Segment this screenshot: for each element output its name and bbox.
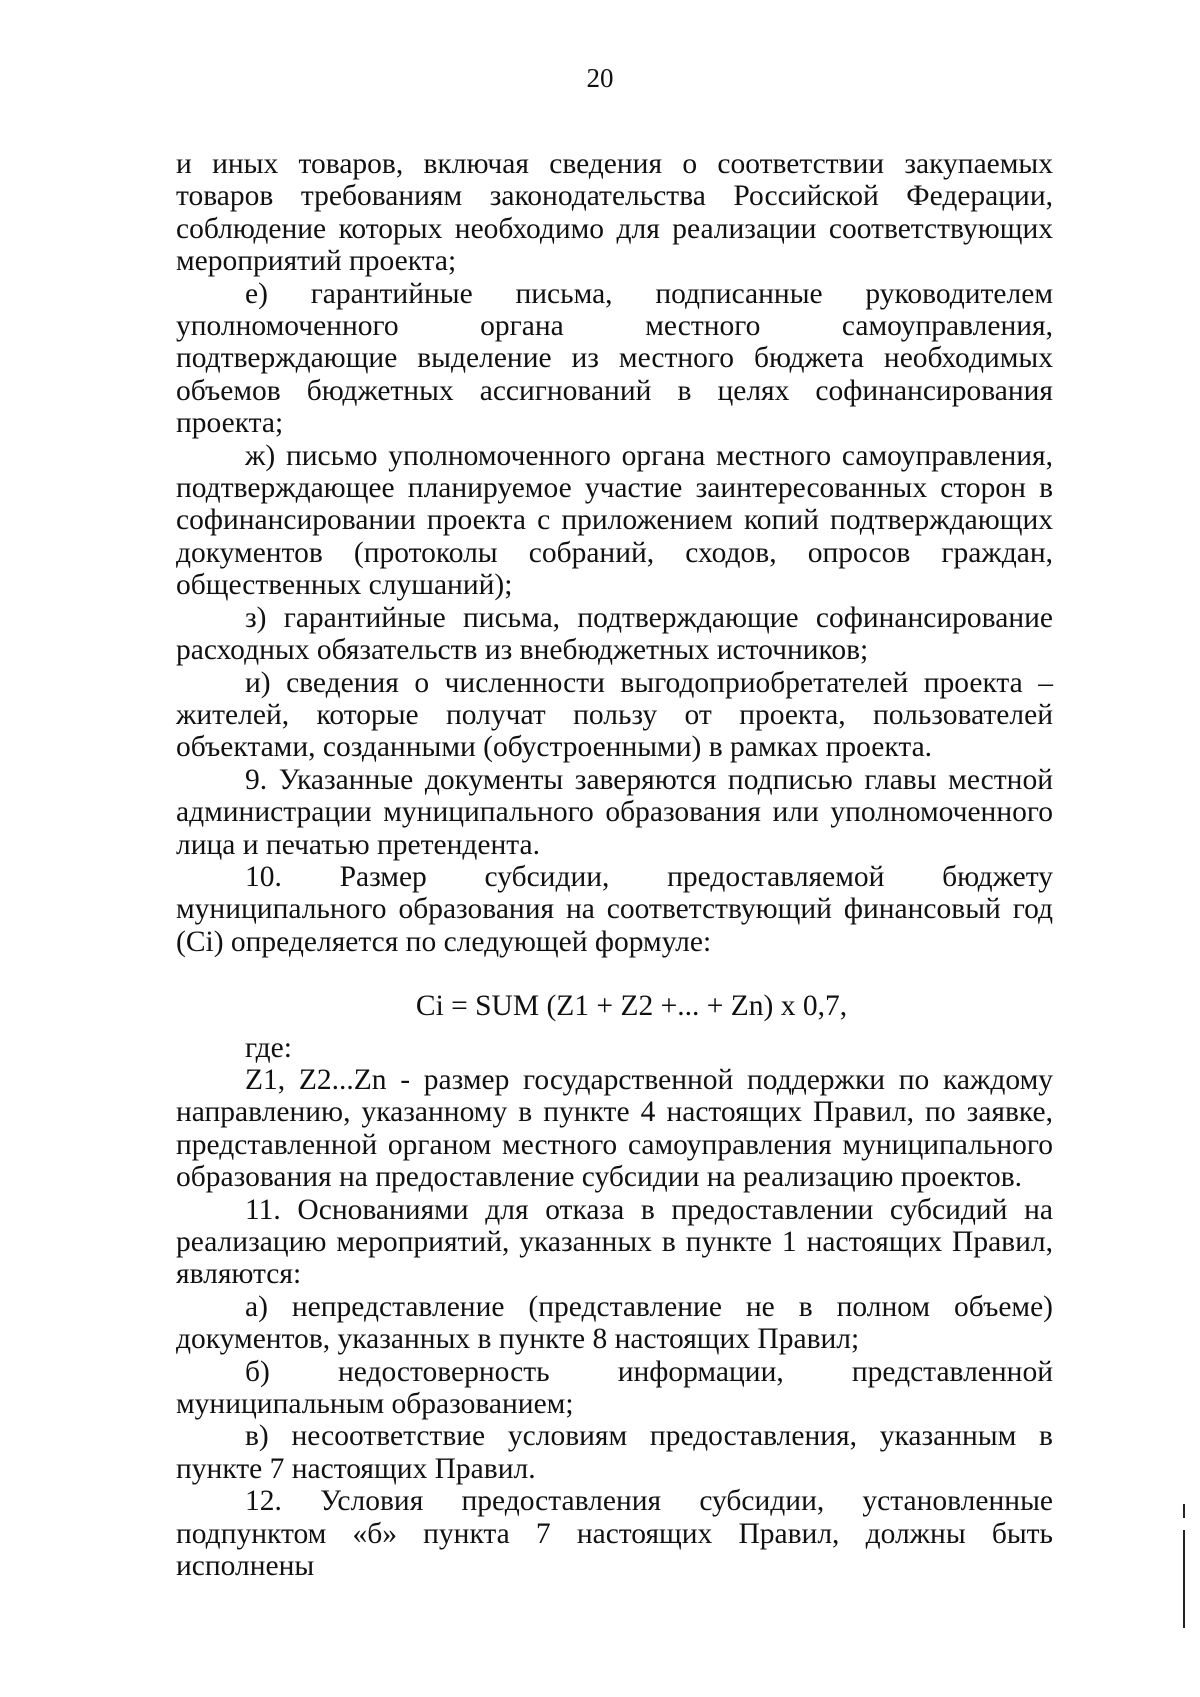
formula-variable-definition: Z1, Z2...Zn - размер государственной поддержки по каждому направлению, указанному в пункте 4 настоящих Правил, по заявке, представленной органом местного самоуправления муниципального образования на предоставление субсидии на реализацию проектов.	[176, 1063, 1053, 1194]
page-number: 20	[586, 63, 614, 93]
paragraph-12: 12. Условия предоставления субсидии, установленные подпунктом «б» пункта 7 настоящих Правил, должны быть исполнены	[176, 1485, 1053, 1583]
scan-edge-mark	[1183, 1504, 1185, 1518]
paragraph-item-b: б) недостоверность информации, представленной муниципальным образованием;	[176, 1355, 1053, 1421]
paragraph-item-zh: ж) письмо уполномоченного органа местного самоуправления, подтверждающее планируемое участие заинтересованных сторон в софинансировании проекта с приложением копий подтверждающих документов (протоколы собраний, сходов, опросов граждан, общественных слушаний);	[176, 439, 1053, 602]
formula-where-label: где:	[245, 1031, 292, 1064]
paragraph-continuation: и иных товаров, включая сведения о соответствии закупаемых товаров требованиям законодательства Российской Федерации, соблюдение которых необходимо для реализации соответствующих мероприятий проекта;	[176, 148, 1053, 278]
paragraph-item-z: з) гарантийные письма, подтверждающие софинансирование расходных обязательств из внебюджетных источников;	[176, 601, 1053, 667]
paragraph-item-e: е) гарантийные письма, подписанные руководителем уполномоченного органа местного самоуправления, подтверждающие выделение из местного бюджета необходимых объемов бюджетных ассигнований в целях софинансирования проекта;	[176, 277, 1053, 440]
scan-edge-mark	[1183, 1530, 1185, 1628]
paragraph-9: 9. Указанные документы заверяются подписью главы местной администрации муниципального образования или уполномоченного лица и печатью претендента.	[176, 763, 1053, 861]
document-body	[176, 148, 1053, 1582]
paragraph-10: 10. Размер субсидии, предоставляемой бюджету муниципального образования на соответствующий финансовый год (Ci) определяется по следующей формуле:	[176, 860, 1053, 958]
paragraph-11: 11. Основаниями для отказа в предоставлении субсидий на реализацию мероприятий, указанных в пункте 1 настоящих Правил, являются:	[176, 1193, 1053, 1291]
paragraph-item-a: а) непредставление (представление не в полном объеме) документов, указанных в пункте 8 настоящих Правил;	[176, 1290, 1053, 1356]
paragraph-item-i: и) сведения о численности выгодоприобретателей проекта – жителей, которые получат пользу от проекта, пользователей объектами, созданными (обустроенными) в рамках проекта.	[176, 666, 1053, 764]
subsidy-formula: Ci = SUM (Z1 + Z2 +... + Zn) x 0,7,	[415, 990, 848, 1023]
paragraph-item-v: в) несоответствие условиям предоставления, указанным в пункте 7 настоящих Правил.	[176, 1420, 1053, 1485]
